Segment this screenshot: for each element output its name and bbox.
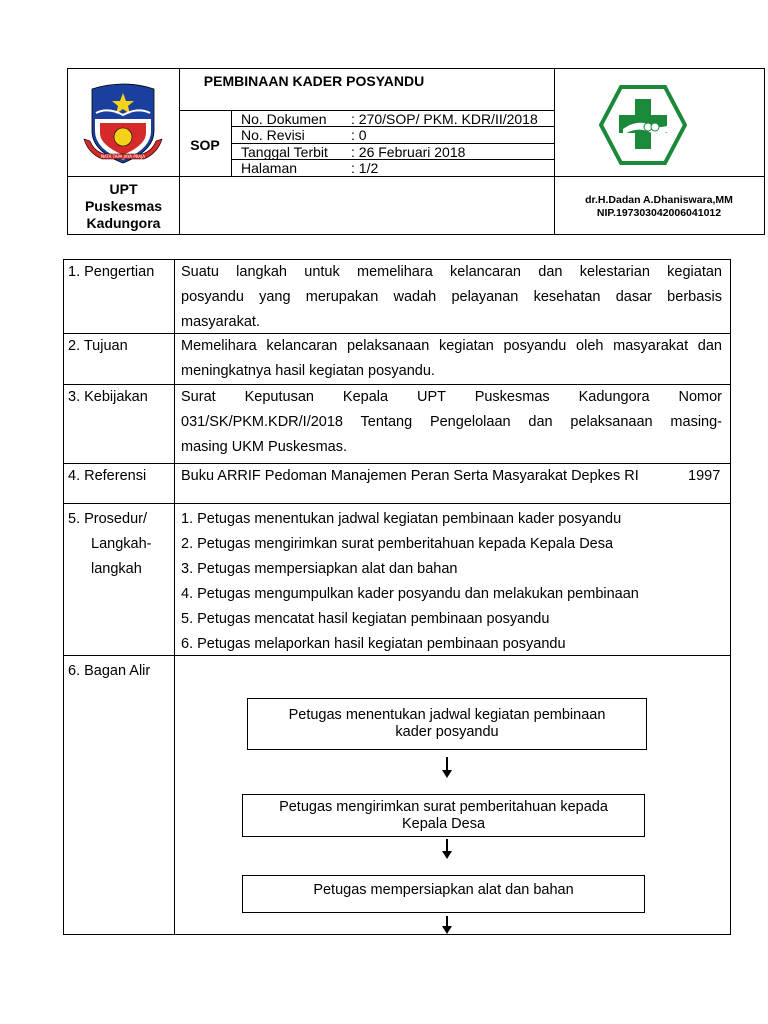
flowchart-box <box>247 698 647 750</box>
procedure-step: 1. Petugas menentukan jadwal kegiatan pembinaan kader posyandu <box>181 511 622 527</box>
doc-label-tanggal-terbit: Tanggal Terbit <box>241 144 328 160</box>
procedure-step: 4. Petugas mengumpulkan kader posyandu dan melakukan pembinaan <box>181 586 639 602</box>
procedure-step: 5. Petugas mencatat hasil kegiatan pembinaan posyandu <box>181 611 550 627</box>
section-label-prosedur-1: 5. Prosedur/ <box>68 511 147 527</box>
sop-header <box>67 68 765 235</box>
row-divider <box>64 503 730 504</box>
text-line: masing UKM Puskesmas. <box>181 439 347 455</box>
flowchart-box <box>242 794 645 837</box>
sop-content-table <box>63 259 731 935</box>
section-label-referensi: 4. Referensi <box>68 468 147 484</box>
text-line: Suatu langkah untuk memelihara kelancaran dan kelestarian kegiatan <box>181 264 722 280</box>
section-label-pengertian: 1. Pengertian <box>68 264 155 280</box>
section-label-bagan-alir: 6. Bagan Alir <box>68 663 151 679</box>
doc-label-no-revisi: No. Revisi <box>241 127 305 143</box>
section-label-tujuan: 2. Tujuan <box>68 338 128 354</box>
procedure-step: 6. Petugas melaporkan hasil kegiatan pembinaan posyandu <box>181 636 566 652</box>
flowchart-box-line: Petugas mengirimkan surat pemberitahuan kepada <box>279 798 608 815</box>
doc-value-halaman: : 1/2 <box>351 160 379 176</box>
section-text-pengertian <box>181 260 722 335</box>
flowchart-box <box>242 875 645 913</box>
section-text-referensi: Buku ARRIF Pedoman Manajemen Peran Serta Masyarakat Depkes RI <box>181 468 639 484</box>
header-divider <box>68 176 764 177</box>
section-text-tujuan <box>181 334 722 384</box>
flowchart-arrow-icon <box>442 757 452 779</box>
referensi-year: 1997 <box>688 468 721 484</box>
column-divider <box>174 260 175 934</box>
flowchart-box-line: Petugas menentukan jadwal kegiatan pembinaan <box>288 707 606 723</box>
flowchart-box-line: Petugas mempersiapkan alat dan bahan <box>313 882 574 898</box>
doc-value-no-dokumen: : 270/SOP/ PKM. KDR/II/2018 <box>351 111 538 127</box>
section-label-kebijakan: 3. Kebijakan <box>68 389 148 405</box>
text-line: meningkatnya hasil kegiatan posyandu. <box>181 363 435 379</box>
org-name-line-1: UPT <box>109 181 138 197</box>
flowchart-box-line: kader posyandu <box>395 724 499 740</box>
section-label-prosedur-2: Langkah- <box>91 536 152 552</box>
section-text-kebijakan <box>181 385 722 460</box>
doc-label-halaman: Halaman <box>241 160 298 176</box>
text-line: Surat Keputusan Kepala UPT Puskesmas Kadungora Nomor <box>181 389 722 405</box>
emblem-motto: NATA TAPA JAYA PRAJA <box>101 154 145 159</box>
page-title: PEMBINAAN KADER POSYANDU <box>203 73 425 89</box>
org-name-line-3: Kadungora <box>86 215 161 231</box>
signer-nip: NIP.197303042006041012 <box>596 207 722 219</box>
doc-value-no-revisi: : 0 <box>351 127 367 143</box>
kabupaten-emblem-icon <box>82 79 164 169</box>
text-line: Memelihara kelancaran pelaksanaan kegiatan posyandu oleh masyarakat dan <box>181 338 722 354</box>
org-name-line-2: Puskesmas <box>84 198 163 214</box>
section-label-prosedur-3: langkah <box>91 561 142 577</box>
doc-label-no-dokumen: No. Dokumen <box>241 111 327 127</box>
procedure-step: 3. Petugas mempersiapkan alat dan bahan <box>181 561 458 577</box>
flowchart-box-line: Kepala Desa <box>401 815 486 832</box>
procedure-step: 2. Petugas mengirimkan surat pemberitahuan kepada Kepala Desa <box>181 536 614 552</box>
text-line: 031/SK/PKM.KDR/I/2018 Tentang Pengelolaan dan pelaksanaan masing- <box>181 414 722 430</box>
sop-label: SOP <box>190 137 220 153</box>
doc-value-tanggal-terbit: : 26 Februari 2018 <box>351 144 466 160</box>
signer-name: dr.H.Dadan A.Dhaniswara,MM <box>585 194 733 206</box>
text-line: masyarakat. <box>181 314 260 330</box>
puskesmas-logo-icon <box>599 85 687 165</box>
text-line: posyandu yang merupakan wadah pelayanan kesehatan dasar berbasis <box>181 289 722 305</box>
flowchart-arrow-icon <box>442 916 452 934</box>
flowchart-arrow-icon <box>442 839 452 861</box>
